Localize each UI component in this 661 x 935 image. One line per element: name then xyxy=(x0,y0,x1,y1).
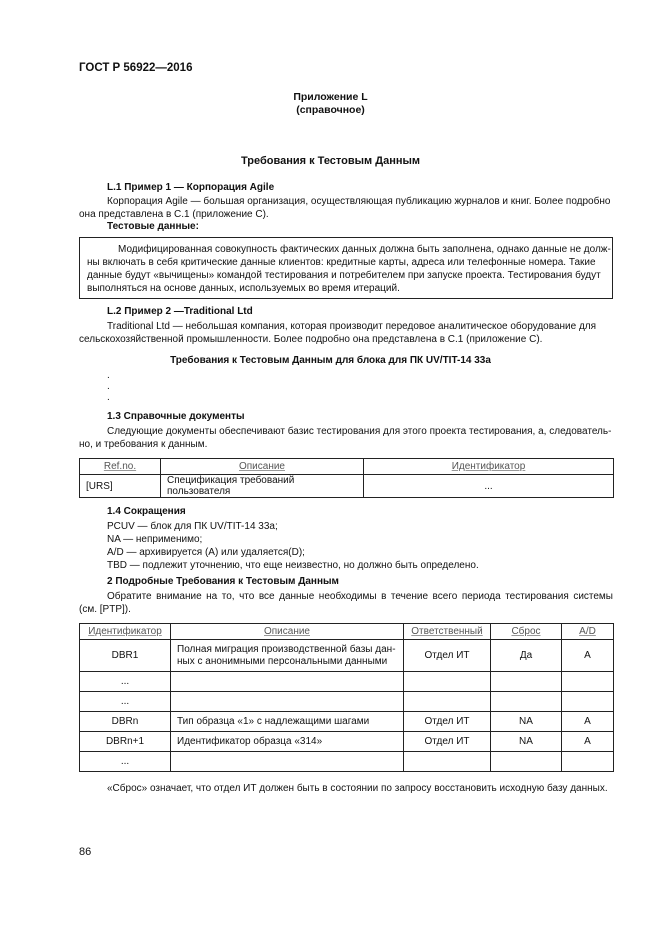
section-heading: Требования к Тестовым Данным xyxy=(240,155,421,167)
cell-refno: [URS] xyxy=(80,475,161,498)
cell-responsible xyxy=(404,672,491,692)
table-header-row xyxy=(80,459,614,475)
cell-ad xyxy=(562,692,614,712)
cell-description xyxy=(171,752,404,772)
l1-text-line2: она представлена в С.1 (приложение С). xyxy=(79,209,269,220)
cell-reset xyxy=(491,692,562,712)
col-header-identifier: Идентификатор xyxy=(80,624,171,640)
cell-responsible: Отдел ИТ xyxy=(404,732,491,752)
cell-reset: Да xyxy=(491,640,562,672)
l2-text-line1: Traditional Ltd — небольшая компания, которая производит передовое аналитическое оборудование для xyxy=(107,321,597,332)
col-header-description: Описание xyxy=(161,459,364,475)
cell-identifier: ... xyxy=(80,752,171,772)
table-row xyxy=(80,672,614,692)
col-header-ad: A/D xyxy=(562,624,614,640)
abbreviation-item: TBD — подлежит уточнению, что еще неизвестно, но должно быть определено. xyxy=(107,560,479,571)
cell-description: Спецификация требований пользователя xyxy=(161,475,364,498)
cell-description xyxy=(171,640,404,672)
cell-description: Тип образца «1» с надлежащими шагами xyxy=(171,712,404,732)
s13-text-line2: но, и требования к данным. xyxy=(79,439,208,450)
test-data-requirements-table xyxy=(79,623,614,772)
abbreviation-item: A/D — архивируется (А) или удаляется(D); xyxy=(107,547,305,558)
table-row xyxy=(80,692,614,712)
cell-description xyxy=(171,692,404,712)
s2-title: 2 Подробные Требования к Тестовым Данным xyxy=(107,576,339,587)
table-row xyxy=(80,752,614,772)
test-data-label: Тестовые данные: xyxy=(107,221,199,232)
col-header-responsible: Ответственный xyxy=(404,624,491,640)
cell-ad xyxy=(562,672,614,692)
cell-description: Идентификатор образца «314» xyxy=(171,732,404,752)
cell-identifier: DBRn xyxy=(80,712,171,732)
col-header-reset: Сброс xyxy=(491,624,562,640)
col-header-refno: Ref.no. xyxy=(80,459,161,475)
s2-text-line1: Обратите внимание на то, что все данные необходимы в течение всего периода тестирования системы xyxy=(107,591,613,602)
page-number: 86 xyxy=(79,846,92,858)
cell-responsible: Отдел ИТ xyxy=(404,640,491,672)
l1-text-line1: Корпорация Agile — большая организация, осуществляющая публикацию журналов и книг. Более подробно xyxy=(107,196,611,207)
cell-responsible: Отдел ИТ xyxy=(404,712,491,732)
block-heading: Требования к Тестовым Данным для блока для ПК UV/TIT-14 33а xyxy=(170,355,491,366)
cell-description-line: ных с анонимными персональными данными xyxy=(177,655,388,667)
table-row xyxy=(80,640,614,672)
standard-header: ГОСТ Р 56922—2016 xyxy=(79,62,193,74)
s13-title: 1.3 Справочные документы xyxy=(107,411,245,422)
s13-text-line1: Следующие документы обеспечивают базис тестирования для этого проекта тестирования, а, следователь- xyxy=(107,426,612,437)
table-row xyxy=(80,732,614,752)
cell-reset: NA xyxy=(491,732,562,752)
cell-ad: А xyxy=(562,640,614,672)
reference-documents-table xyxy=(79,458,614,498)
cell-identifier: ... xyxy=(364,475,614,498)
col-header-description: Описание xyxy=(171,624,404,640)
ellipsis-dot: . xyxy=(107,381,110,392)
table-row xyxy=(80,712,614,732)
appendix-title: Приложение L xyxy=(293,91,368,103)
cell-reset xyxy=(491,672,562,692)
l2-title: L.2 Пример 2 —Traditional Ltd xyxy=(107,306,253,317)
cell-description-line: Полная миграция производственной базы дан- xyxy=(177,643,396,655)
cell-reset: NA xyxy=(491,712,562,732)
table-row xyxy=(80,475,614,498)
cell-identifier: DBRn+1 xyxy=(80,732,171,752)
cell-ad xyxy=(562,752,614,772)
cell-identifier: ... xyxy=(80,692,171,712)
l1-title: L.1 Пример 1 — Корпорация Agile xyxy=(107,182,275,193)
cell-identifier: ... xyxy=(80,672,171,692)
appendix-subtitle: (справочное) xyxy=(296,104,365,116)
s2-text-line2: (см. [PTP]). xyxy=(79,604,131,615)
table-header-row xyxy=(80,624,614,640)
ellipsis-dot: . xyxy=(107,370,110,381)
abbreviation-item: NA — неприменимо; xyxy=(107,534,203,545)
box-line: ны включать в себя критические данные клиентов: кредитные карты, адреса или телефонные номера. Такие xyxy=(87,257,596,268)
reset-note: «Сброс» означает, что отдел ИТ должен быть в состоянии по запросу восстановить исходную базу данных. xyxy=(107,783,608,794)
box-line: выполняться на основе данных, используемых во время итераций. xyxy=(87,283,400,294)
cell-responsible xyxy=(404,752,491,772)
s14-title: 1.4 Сокращения xyxy=(107,506,186,517)
cell-ad: А xyxy=(562,712,614,732)
cell-reset xyxy=(491,752,562,772)
cell-responsible xyxy=(404,692,491,712)
test-data-box xyxy=(79,237,613,299)
l2-text-line2: сельскохозяйственной промышленности. Более подробно она представлена в С.1 (приложение С). xyxy=(79,334,543,345)
cell-ad: А xyxy=(562,732,614,752)
cell-description xyxy=(171,672,404,692)
box-line: данные будут «вычищены» командой тестирования и потребителем при запуске проекта. Тестирования будут xyxy=(87,270,601,281)
box-line: Модифицированная совокупность фактических данных должна быть заполнена, однако данные не долж- xyxy=(118,244,611,255)
abbreviation-item: PCUV — блок для ПК UV/TIT-14 33а; xyxy=(107,521,278,532)
col-header-identifier: Идентификатор xyxy=(364,459,614,475)
cell-identifier: DBR1 xyxy=(80,640,171,672)
ellipsis-dot: . xyxy=(107,392,110,403)
